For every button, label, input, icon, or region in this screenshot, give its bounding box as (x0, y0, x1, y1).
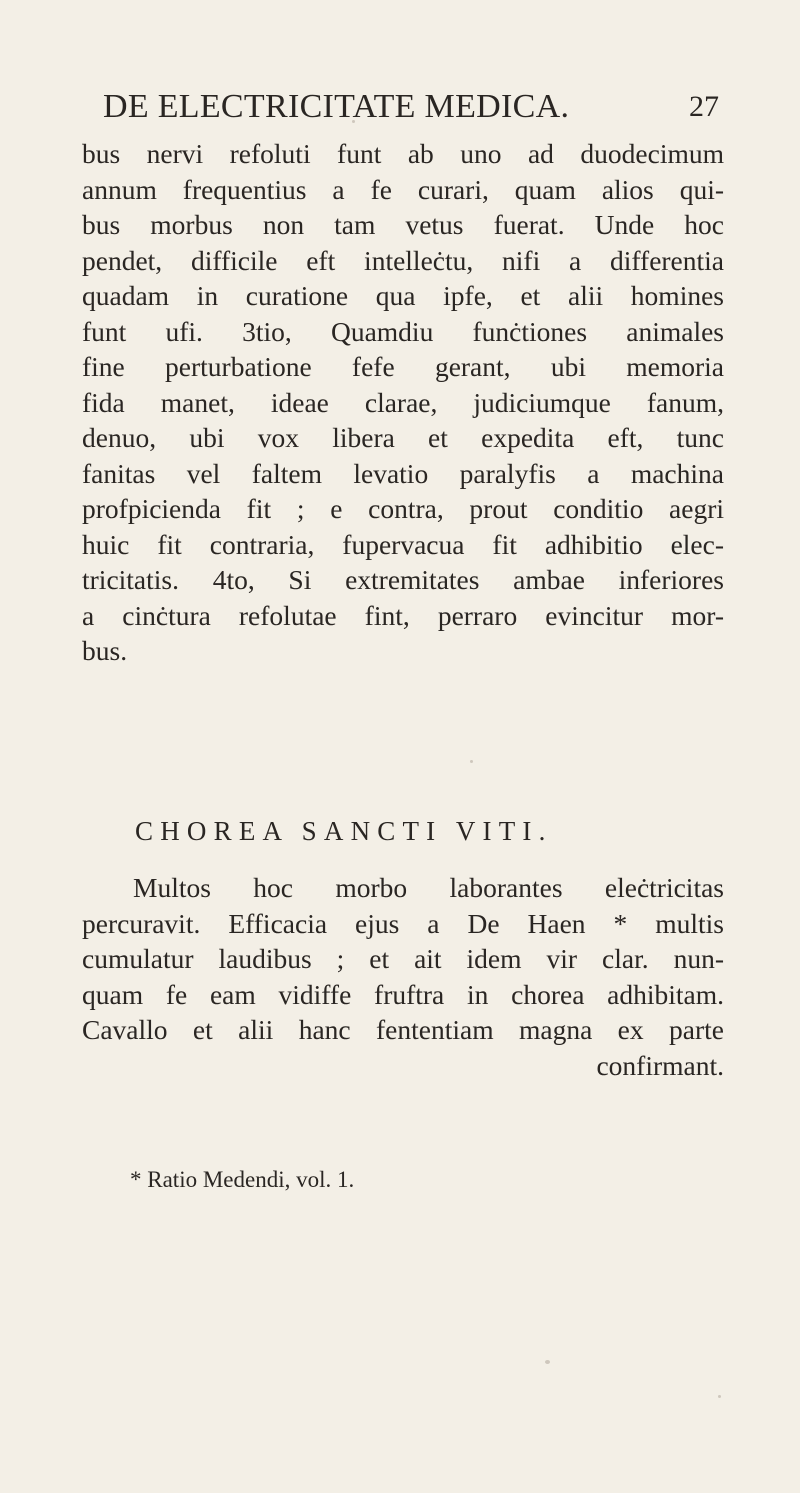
page-number: 27 (689, 90, 719, 123)
text-line: funt ufi. 3tio, Quamdiu funċtiones animales (82, 315, 724, 347)
paragraph-paralysis (82, 136, 724, 669)
text-line: bus nervi refoluti funt ab uno ad duodecimum (82, 138, 724, 169)
text-line: cumulatur laudibus ; et ait idem vir clar. nun- (82, 943, 724, 974)
footnote: * Ratio Medendi, vol. 1. (130, 1167, 355, 1192)
text-line: Multos hoc morbo laborantes eleċtricitas (133, 872, 724, 903)
text-line: bus morbus non tam vetus fuerat. Unde hoc (82, 209, 724, 240)
text-line: tricitatis. 4to, Si extremitates ambae inferiores (82, 564, 724, 595)
text-line: quam fe eam vidiffe fruftra in chorea adhibitam. (82, 978, 724, 1010)
text-line: confirmant. (596, 1049, 724, 1081)
paper-speck (718, 1395, 721, 1398)
text-line: quadam in curatione qua ipfe, et alii homines (82, 280, 724, 311)
text-line: huic fit contraria, fupervacua fit adhibitio elec- (82, 528, 724, 560)
text-line: Cavallo et alii hanc fententiam magna ex parte (82, 1014, 724, 1045)
text-line: fida manet, ideae clarae, judiciumque fanum, (82, 386, 724, 418)
text-line: fine perturbatione fefe gerant, ubi memoria (82, 351, 724, 382)
text-line: pendet, difficile eft intelleċtu, nifi a differentia (82, 244, 724, 276)
running-head (103, 88, 719, 128)
text-line: fanitas vel faltem levatio paralyfis a machina (82, 457, 724, 489)
text-line: bus. (82, 635, 128, 666)
paragraph-chorea (82, 870, 724, 1083)
text-line: annum frequentius a fe curari, quam alios qui- (82, 173, 724, 205)
text-line: denuo, ubi vox libera et expedita eft, tunc (82, 422, 724, 453)
text-line: profpicienda fit ; e contra, prout conditio aegri (82, 493, 724, 524)
text-line: percuravit. Efficacia ejus a De Haen * multis (82, 907, 724, 939)
paper-speck (470, 760, 473, 763)
paper-speck (545, 1360, 550, 1364)
section-heading: CHOREA SANCTI VITI. (135, 816, 553, 846)
running-title: DE ELECTRICITATE MEDICA. (103, 88, 570, 125)
text-line: a cinċtura refolutae fint, perraro evincitur mor- (82, 599, 724, 631)
